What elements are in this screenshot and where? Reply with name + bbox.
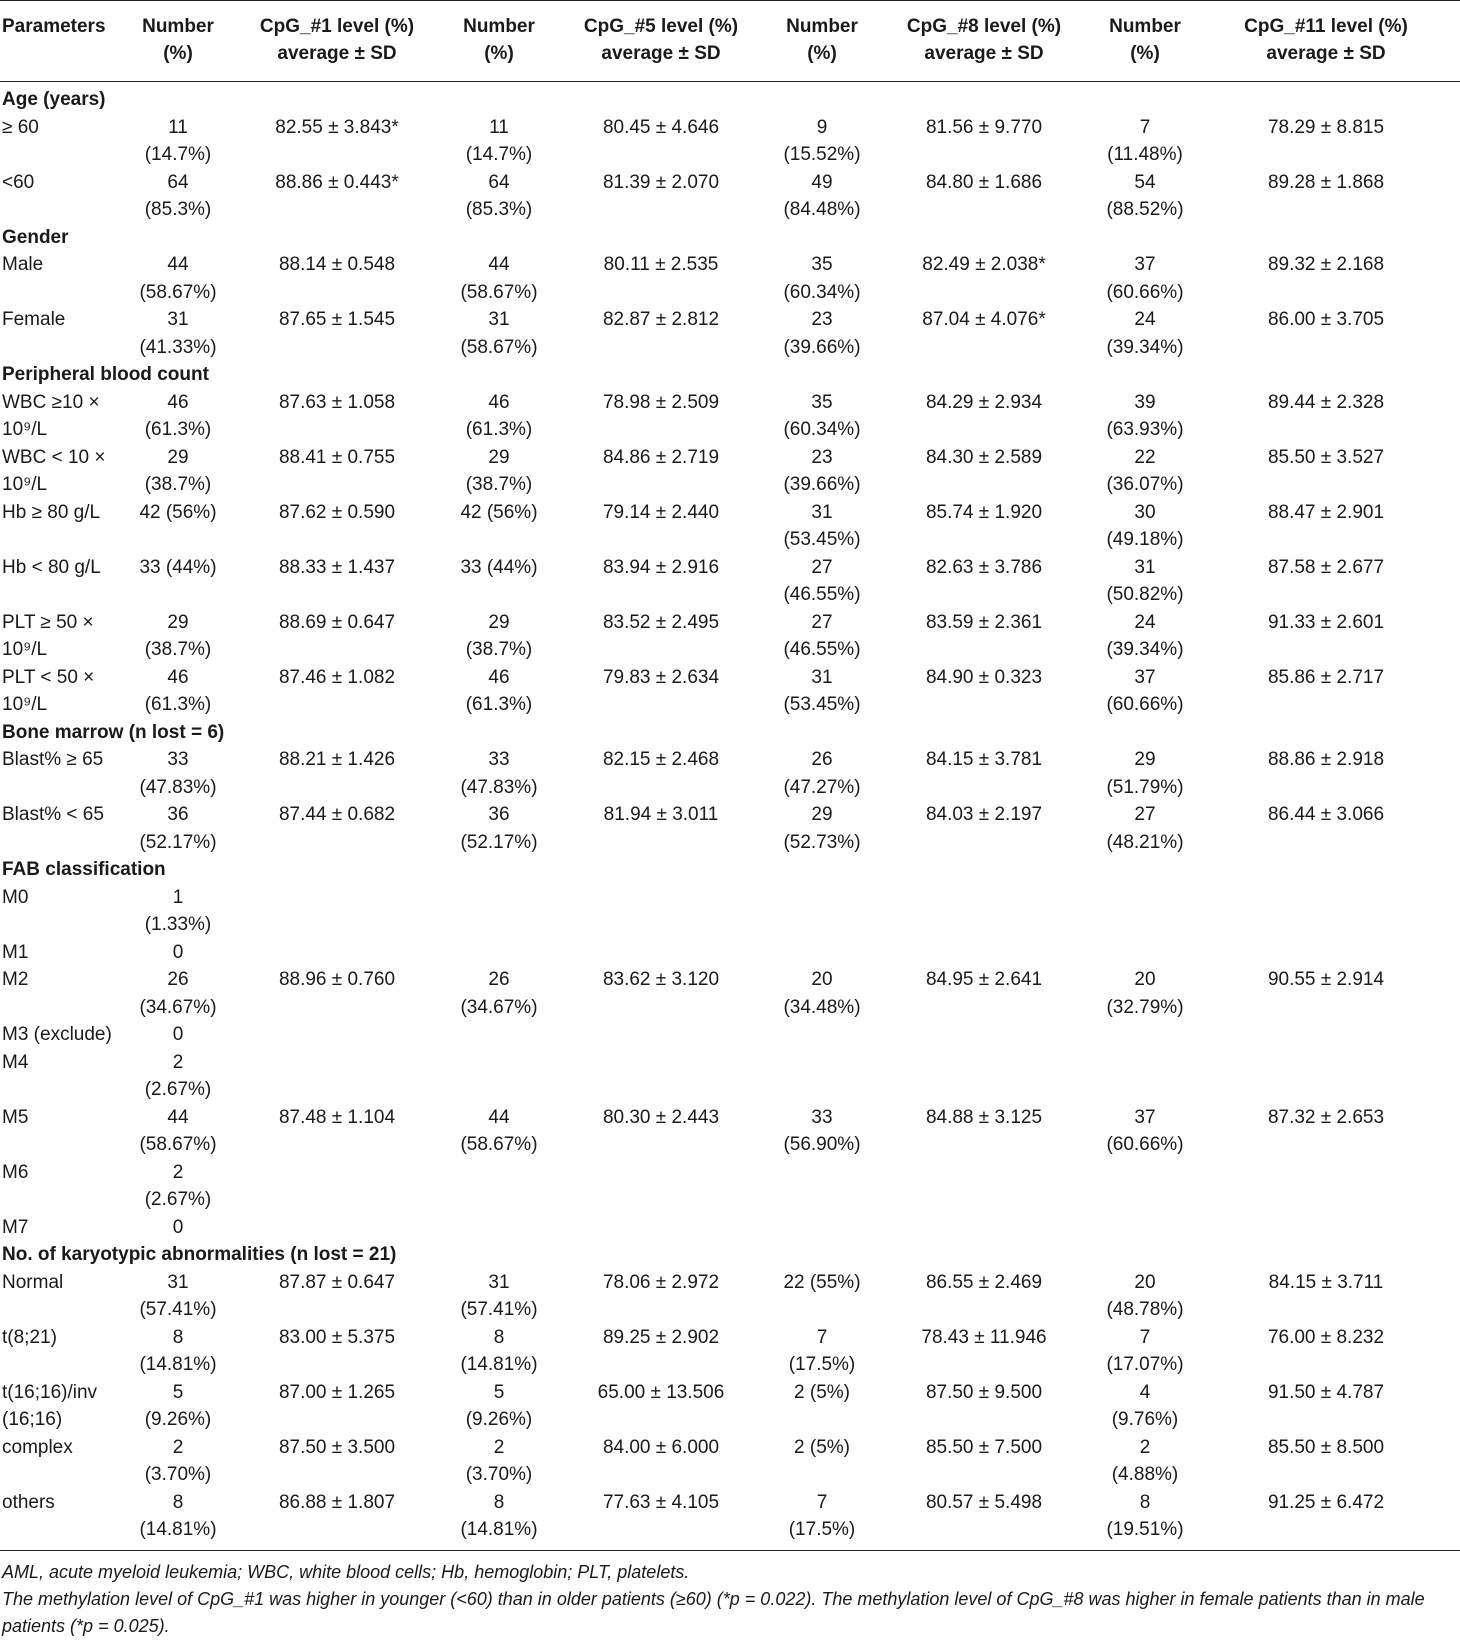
table-cell: 0 [172, 1216, 184, 1238]
table-cell [1192, 1021, 1460, 1049]
table-cell: 87.48 ± 1.104 [278, 1106, 396, 1128]
table-cell [450, 1214, 548, 1242]
table-cell [1192, 939, 1460, 967]
table-cell [224, 1214, 450, 1242]
row-label: WBC ≥10 × 10⁹/L [2, 391, 100, 440]
row-label: Blast% < 65 [2, 804, 104, 825]
table-cell: 2 (4.88%) [1111, 1436, 1179, 1485]
table-cell [1098, 939, 1192, 967]
table-row [0, 1324, 1460, 1379]
section-label: Age (years) [2, 89, 106, 110]
table-cell: 29 (38.7%) [465, 611, 533, 660]
table-cell: 7 (17.5%) [788, 1491, 856, 1540]
table-cell: 31 (53.45%) [783, 666, 861, 715]
table-cell: 88.47 ± 2.901 [1267, 501, 1385, 523]
table-cell: 89.28 ± 1.868 [1267, 171, 1385, 193]
table-cell: 49 (84.48%) [783, 171, 861, 220]
table-cell: 29 (52.73%) [783, 804, 861, 853]
row-label: M6 [2, 1161, 29, 1183]
table-cell: 11 (14.7%) [144, 116, 212, 165]
table-cell: 2 (2.67%) [144, 1161, 212, 1210]
table-cell: 30 (49.18%) [1106, 501, 1184, 550]
table-cell [1098, 884, 1192, 939]
table-cell: 86.00 ± 3.705 [1267, 309, 1385, 330]
table-cell [450, 939, 548, 967]
table-cell: 80.30 ± 2.443 [602, 1106, 720, 1128]
table-cell: 87.46 ± 1.082 [278, 666, 396, 688]
row-label: WBC < 10 × 10⁹/L [2, 446, 106, 495]
table-cell: 4 (9.76%) [1111, 1381, 1179, 1430]
table-cell [1098, 1021, 1192, 1049]
table-cell: 82.63 ± 3.786 [925, 556, 1043, 578]
table-cell: 88.14 ± 0.548 [278, 254, 396, 275]
table-cell: 78.06 ± 2.972 [602, 1271, 720, 1293]
table-cell: 46 (61.3%) [144, 391, 212, 440]
table-cell: 84.88 ± 3.125 [925, 1106, 1043, 1128]
table-cell: 84.95 ± 2.641 [925, 969, 1043, 990]
table-cell [450, 1049, 548, 1104]
row-label: Hb < 80 g/L [2, 556, 101, 578]
table-cell: 33 (47.83%) [139, 749, 217, 798]
table-cell: 44 (58.67%) [139, 1106, 217, 1155]
table-cell [548, 1049, 774, 1104]
table-cell: 88.41 ± 0.755 [278, 446, 396, 468]
table-cell [224, 884, 450, 939]
table-cell: 85.50 ± 3.527 [1267, 446, 1385, 468]
table-cell: 88.86 ± 2.918 [1267, 749, 1385, 770]
table-cell: 31 (57.41%) [139, 1271, 217, 1320]
table-cell [1192, 884, 1460, 939]
table-footnotes [0, 1551, 1460, 1640]
table-cell: 86.55 ± 2.469 [925, 1271, 1043, 1293]
table-cell: 78.43 ± 11.946 [921, 1326, 1047, 1348]
table-cell [870, 1159, 1098, 1214]
table-cell: 78.29 ± 8.815 [1267, 116, 1385, 138]
table-cell: 24 (39.34%) [1106, 611, 1184, 660]
table-cell [1192, 1049, 1460, 1104]
row-label: M7 [2, 1216, 29, 1238]
table-cell: 87.65 ± 1.545 [278, 309, 396, 330]
table-cell [450, 1159, 548, 1214]
table-cell [774, 884, 870, 939]
table-cell: 20 (48.78%) [1106, 1271, 1184, 1320]
table-cell: 64 (85.3%) [465, 171, 533, 220]
table-cell [450, 1021, 548, 1049]
table-cell: 29 (38.7%) [144, 446, 212, 495]
row-label: Blast% ≥ 65 [2, 749, 104, 770]
table-cell: 87.00 ± 1.265 [278, 1381, 396, 1403]
table-cell: 79.14 ± 2.440 [602, 501, 720, 523]
row-label: PLT < 50 × 10⁹/L [2, 666, 95, 715]
column-header: Parameters [2, 16, 106, 37]
table-cell: 87.58 ± 2.677 [1267, 556, 1385, 578]
section-row [0, 82, 1460, 114]
table-row [0, 1049, 1460, 1104]
column-header: CpG_#5 level (%) average ± SD [583, 16, 739, 64]
table-cell: 87.50 ± 3.500 [278, 1436, 396, 1458]
table-cell: 85.50 ± 7.500 [925, 1436, 1043, 1458]
table-cell: 76.00 ± 8.232 [1267, 1326, 1385, 1348]
table-cell: 8 (19.51%) [1106, 1491, 1184, 1540]
table-cell: 88.96 ± 0.760 [278, 969, 396, 990]
table-cell: 31 (53.45%) [783, 501, 861, 550]
table-cell: 65.00 ± 13.506 [597, 1381, 725, 1403]
table-cell: 7 (17.07%) [1106, 1326, 1184, 1375]
table-row [0, 114, 1460, 169]
table-cell: 84.80 ± 1.686 [925, 171, 1043, 193]
table-cell: 8 (14.81%) [139, 1491, 217, 1540]
table-cell [870, 1021, 1098, 1049]
table-row [0, 169, 1460, 224]
table-cell: 91.50 ± 4.787 [1267, 1381, 1385, 1403]
table-cell: 46 (61.3%) [465, 391, 533, 440]
table-cell: 89.44 ± 2.328 [1267, 391, 1385, 413]
table-cell: 2 (5%) [794, 1436, 850, 1458]
column-header: CpG_#1 level (%) average ± SD [259, 16, 415, 64]
table-cell: 29 (38.7%) [144, 611, 212, 660]
table-cell [774, 1214, 870, 1242]
table-row [0, 1021, 1460, 1049]
table-cell: 84.15 ± 3.781 [925, 749, 1043, 770]
table-row [0, 664, 1460, 719]
table-cell: 26 (34.67%) [139, 969, 217, 1018]
table-cell: 31 (41.33%) [139, 309, 217, 358]
row-label: Female [2, 309, 66, 330]
table-row [0, 966, 1460, 1021]
table-row [0, 884, 1460, 939]
table-cell: 78.98 ± 2.509 [602, 391, 720, 413]
table-cell [224, 1049, 450, 1104]
section-row [0, 719, 1460, 747]
table-cell: 89.32 ± 2.168 [1267, 254, 1385, 275]
table-cell: 33 (47.83%) [460, 749, 538, 798]
section-row [0, 361, 1460, 389]
table-cell: 2 (2.67%) [144, 1051, 212, 1100]
table-cell: 22 (36.07%) [1106, 446, 1184, 495]
table-cell: 46 (61.3%) [465, 666, 533, 715]
table-cell: 2 (5%) [794, 1381, 850, 1403]
table-cell [548, 1159, 774, 1214]
table-cell: 64 (85.3%) [144, 171, 212, 220]
table-cell: 24 (39.34%) [1106, 309, 1184, 358]
row-label: t(16;16)/inv (16;16) [2, 1381, 98, 1430]
table-cell: 84.00 ± 6.000 [602, 1436, 720, 1458]
table-cell: 29 (38.7%) [465, 446, 533, 495]
table-row [0, 746, 1460, 801]
table-row [0, 1104, 1460, 1159]
section-row [0, 1241, 1460, 1269]
column-header: CpG_#11 level (%) average ± SD [1244, 16, 1408, 64]
table-cell: 83.00 ± 5.375 [278, 1326, 396, 1348]
table-cell [870, 1214, 1098, 1242]
table-cell: 31 (57.41%) [460, 1271, 538, 1320]
table-cell: 83.94 ± 2.916 [602, 556, 720, 578]
table-cell: 87.50 ± 9.500 [925, 1381, 1043, 1403]
row-label: Hb ≥ 80 g/L [2, 501, 101, 523]
row-label: t(8;21) [2, 1326, 57, 1348]
section-label: Peripheral blood count [2, 364, 209, 385]
table-row [0, 306, 1460, 361]
table-cell: 80.57 ± 5.498 [925, 1491, 1043, 1513]
table-cell [1192, 1159, 1460, 1214]
table-cell: 42 (56%) [460, 501, 538, 523]
table-cell [870, 1049, 1098, 1104]
table-cell: 44 (58.67%) [139, 254, 217, 303]
table-row [0, 499, 1460, 554]
table-cell [870, 884, 1098, 939]
table-cell: 7 (17.5%) [788, 1326, 856, 1375]
table-cell: 82.15 ± 2.468 [602, 749, 720, 770]
table-cell: 84.03 ± 2.197 [925, 804, 1043, 825]
table-cell: 90.55 ± 2.914 [1267, 969, 1385, 990]
table-cell: 27 (48.21%) [1106, 804, 1184, 853]
table-cell: 84.15 ± 3.711 [1268, 1271, 1384, 1293]
table-cell: 7 (11.48%) [1107, 116, 1183, 165]
table-cell: 54 (88.52%) [1106, 171, 1184, 220]
table-cell [224, 1021, 450, 1049]
table-cell [774, 1049, 870, 1104]
row-label: PLT ≥ 50 × 10⁹/L [2, 611, 94, 660]
table-cell: 84.30 ± 2.589 [925, 446, 1043, 468]
table-row [0, 554, 1460, 609]
table-cell: 11 (14.7%) [465, 116, 533, 165]
section-label: FAB classification [2, 859, 166, 880]
table-cell: 31 (58.67%) [460, 309, 538, 358]
table-cell: 8 (14.81%) [139, 1326, 217, 1375]
table-cell: 0 [172, 941, 184, 963]
table-row [0, 1159, 1460, 1214]
table-body [0, 82, 1460, 1551]
table-cell: 88.33 ± 1.437 [278, 556, 396, 578]
table-row [0, 444, 1460, 499]
table-cell: 82.49 ± 2.038* [922, 254, 1046, 275]
table-cell: 88.21 ± 1.426 [278, 749, 396, 770]
table-cell: 37 (60.66%) [1106, 254, 1184, 303]
table-cell: 82.87 ± 2.812 [602, 309, 720, 330]
table-cell: 81.39 ± 2.070 [602, 171, 720, 193]
table-cell: 8 (14.81%) [460, 1491, 538, 1540]
table-cell: 82.55 ± 3.843* [275, 116, 399, 138]
table-cell: 20 (34.48%) [783, 969, 861, 1018]
section-row [0, 224, 1460, 252]
table-cell: 27 (46.55%) [783, 556, 861, 605]
table-cell: 0 [172, 1024, 184, 1045]
row-label: M0 [2, 886, 29, 908]
table-cell: 80.45 ± 4.646 [602, 116, 720, 138]
table-cell: 44 (58.67%) [460, 254, 538, 303]
table-cell: 86.44 ± 3.066 [1267, 804, 1385, 825]
table-row [0, 1379, 1460, 1434]
table-cell [1098, 1159, 1192, 1214]
row-label: M1 [2, 941, 29, 963]
table-cell: 37 (60.66%) [1106, 1106, 1184, 1155]
table-cell: 85.74 ± 1.920 [925, 501, 1043, 523]
table-cell: 5 (9.26%) [465, 1381, 533, 1430]
table-cell: 26 (47.27%) [783, 749, 861, 798]
column-header: Number (%) [1109, 16, 1181, 64]
row-label: M4 [2, 1051, 29, 1073]
table-cell: 77.63 ± 4.105 [602, 1491, 720, 1513]
table-cell: 22 (55%) [783, 1271, 861, 1293]
table-cell: 39 (63.93%) [1106, 391, 1184, 440]
footnote-abbreviations: AML, acute myeloid leukemia; WBC, white blood cells; Hb, hemoglobin; PLT, platelets. [2, 1561, 690, 1582]
table-cell: 81.56 ± 9.770 [925, 116, 1043, 138]
table-cell: 33 (56.90%) [783, 1106, 861, 1155]
table-row [0, 801, 1460, 856]
table-cell: 84.86 ± 2.719 [602, 446, 720, 468]
table-cell: 33 (44%) [139, 556, 217, 578]
table-cell: 27 (46.55%) [783, 611, 861, 660]
table-cell [224, 1159, 450, 1214]
table-cell: 29 (51.79%) [1106, 749, 1184, 798]
table-cell: 91.33 ± 2.601 [1267, 611, 1385, 633]
row-label: complex [2, 1436, 73, 1458]
table-row [0, 939, 1460, 967]
section-label: No. of karyotypic abnormalities (n lost = 21) [2, 1244, 397, 1265]
table-cell: 88.86 ± 0.443* [275, 171, 399, 193]
table-cell: 80.11 ± 2.535 [603, 254, 719, 275]
table-cell: 79.83 ± 2.634 [602, 666, 720, 688]
table-cell [548, 1214, 774, 1242]
table-cell: 31 (50.82%) [1106, 556, 1184, 605]
table-cell [548, 1021, 774, 1049]
row-label: Male [2, 254, 44, 275]
row-label: ≥ 60 [2, 116, 39, 138]
table-cell [870, 939, 1098, 967]
table-row [0, 1434, 1460, 1489]
table-row [0, 1269, 1460, 1324]
table-cell: 85.50 ± 8.500 [1267, 1436, 1385, 1458]
section-label: Bone marrow (n lost = 6) [2, 721, 225, 743]
row-label: M3 (exclude) [2, 1024, 112, 1045]
table-cell: 89.25 ± 2.902 [602, 1326, 720, 1348]
table-cell: 36 (52.17%) [460, 804, 538, 853]
table-cell: 84.90 ± 0.323 [925, 666, 1043, 688]
table-cell: 83.52 ± 2.495 [602, 611, 720, 633]
table-cell: 88.69 ± 0.647 [278, 611, 396, 633]
table-cell: 87.63 ± 1.058 [278, 391, 396, 413]
column-header: Number (%) [142, 16, 214, 64]
table-cell: 35 (60.34%) [783, 391, 861, 440]
row-label: others [2, 1491, 55, 1513]
table-cell [1098, 1049, 1192, 1104]
table-cell: 2 (3.70%) [465, 1436, 533, 1485]
section-label: Gender [2, 226, 69, 248]
table-cell: 5 (9.26%) [144, 1381, 212, 1430]
table-cell: 84.29 ± 2.934 [925, 391, 1043, 413]
table-cell [774, 1159, 870, 1214]
column-header: Number (%) [463, 16, 535, 64]
table-row [0, 609, 1460, 664]
table-cell: 83.62 ± 3.120 [602, 969, 720, 990]
table-cell: 91.25 ± 6.472 [1267, 1491, 1385, 1513]
table-cell: 87.04 ± 4.076* [922, 309, 1046, 330]
table-row [0, 1489, 1460, 1551]
table-cell: 87.87 ± 0.647 [278, 1271, 396, 1293]
table-cell: 87.62 ± 0.590 [278, 501, 396, 523]
table-cell [224, 939, 450, 967]
table-row [0, 251, 1460, 306]
column-header: Number (%) [786, 16, 858, 64]
table-cell [1192, 1214, 1460, 1242]
table-header [0, 1, 1460, 82]
row-label: M2 [2, 969, 29, 990]
table-cell: 26 (34.67%) [460, 969, 538, 1018]
table-row [0, 1214, 1460, 1242]
table-cell [774, 939, 870, 967]
footnote-significance: The methylation level of CpG_#1 was higher in younger (<60) than in older patients (≥60) (*p = 0.022). The methylation level of CpG_#8 was higher in female patients than in male patients (*p = 0.025). [2, 1588, 1425, 1636]
table-cell: 1 (1.33%) [144, 886, 212, 935]
row-label: <60 [2, 171, 35, 193]
table-cell: 37 (60.66%) [1106, 666, 1184, 715]
table-cell: 85.86 ± 2.717 [1267, 666, 1385, 688]
table-cell: 35 (60.34%) [783, 254, 861, 303]
table-cell: 9 (15.52%) [783, 116, 861, 165]
table-cell: 33 (44%) [460, 556, 538, 578]
table-cell: 23 (39.66%) [783, 446, 861, 495]
table-cell: 44 (58.67%) [460, 1106, 538, 1155]
table-row [0, 389, 1460, 444]
table-cell [548, 884, 774, 939]
table-cell: 87.44 ± 0.682 [278, 804, 396, 825]
header-row [0, 1, 1460, 82]
table-cell [548, 939, 774, 967]
table-cell: 8 (14.81%) [460, 1326, 538, 1375]
table-cell: 81.94 ± 3.011 [603, 804, 719, 825]
section-row [0, 856, 1460, 884]
table-cell: 36 (52.17%) [139, 804, 217, 853]
table-cell [774, 1021, 870, 1049]
row-label: Normal [2, 1271, 64, 1293]
row-label: M5 [2, 1106, 29, 1128]
table-cell: 86.88 ± 1.807 [278, 1491, 396, 1513]
table-cell: 46 (61.3%) [144, 666, 212, 715]
table-cell: 20 (32.79%) [1106, 969, 1184, 1018]
table-cell: 83.59 ± 2.361 [925, 611, 1043, 633]
table-cell: 23 (39.66%) [783, 309, 861, 358]
table-cell [1098, 1214, 1192, 1242]
table-cell: 42 (56%) [139, 501, 217, 523]
table-cell [450, 884, 548, 939]
table-cell: 2 (3.70%) [144, 1436, 212, 1485]
table-cell: 87.32 ± 2.653 [1267, 1106, 1385, 1128]
column-header: CpG_#8 level (%) average ± SD [906, 16, 1062, 64]
